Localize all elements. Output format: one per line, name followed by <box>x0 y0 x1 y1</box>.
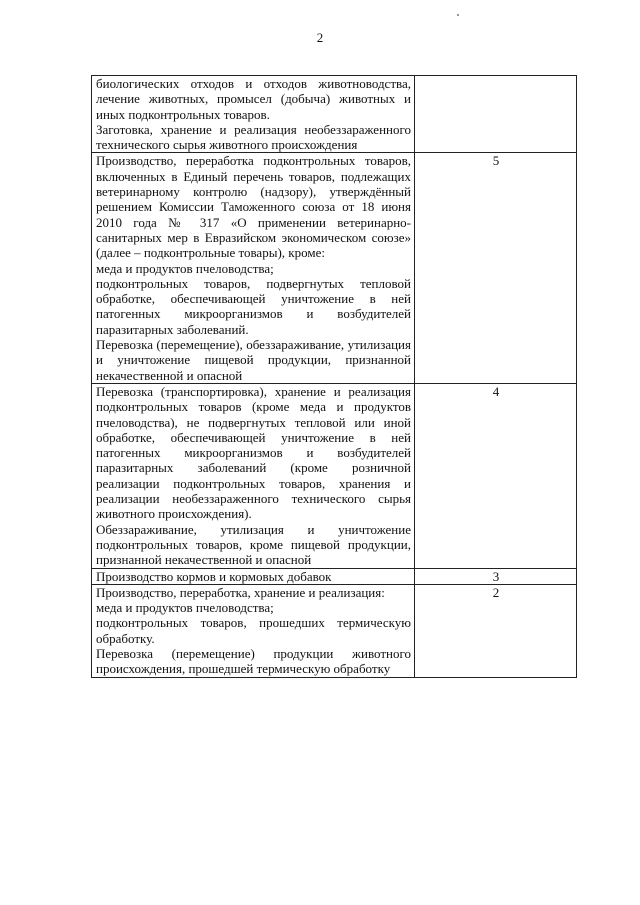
scan-speck <box>457 14 459 16</box>
activity-risk-table <box>91 75 577 678</box>
activity-paragraph: меда и продуктов пчеловодства; <box>96 600 274 616</box>
activity-paragraph: подконтрольных товаров, подвергнутых тепловой обработке, обеспечивающей уничтожение в ней патогенных микроорганизмов и возбудителей паразитарных заболеваний. <box>96 275 411 337</box>
activity-paragraph: Обеззараживание, утилизация и уничтожение подконтрольных товаров, кроме пищевой продукции, признанной некачественной и опасной <box>96 521 411 568</box>
level-cell: 2 <box>415 584 577 677</box>
table-row <box>92 383 577 568</box>
table-row <box>92 153 577 383</box>
activity-cell <box>92 383 415 568</box>
activity-paragraph: меда и продуктов пчеловодства; <box>96 260 274 276</box>
activity-paragraph: Производство, переработка, хранение и реализация: <box>96 584 385 600</box>
activity-paragraph: подконтрольных товаров, прошедших термическую обработку. <box>96 615 411 646</box>
activity-paragraph: Производство кормов и кормовых добавок <box>96 568 332 584</box>
level-cell: 5 <box>415 153 577 383</box>
page-number: 2 <box>316 30 324 45</box>
activity-paragraph: Производство, переработка подконтрольных товаров, включенных в Единый перечень товаров, подлежащих ветеринарному контролю (надзору), утверждённый решением Комиссии Таможенного союза от 18 июня 2010 года № 317 «О применении ветеринарно-санитарных мер в Евразийском экономическом союзе» (далее – подконтрольные товары), кроме: <box>96 153 411 261</box>
table-row <box>92 76 577 153</box>
activity-cell <box>92 584 415 677</box>
table-row <box>92 584 577 677</box>
level-cell: 3 <box>415 568 577 584</box>
activity-paragraph: Заготовка, хранение и реализация необеззараженного технического сырья животного происхождения <box>96 121 411 153</box>
activity-paragraph: Перевозка (транспортировка), хранение и реализация подконтрольных товаров (кроме меда и продуктов пчеловодства), не подвергнутых тепловой или иной обработке, обеспечивающей уничтожение в ней патогенных микроорганизмов и возбудителей паразитарных заболеваний (кроме розничной реализации подконтрольных товаров, хранения и реализации необеззараженного технического сырья животного происхождения). <box>96 383 411 522</box>
activity-cell <box>92 76 415 153</box>
activity-paragraph: Перевозка (перемещение) продукции животного происхождения, прошедшей термическую обработку <box>96 645 411 677</box>
table-row <box>92 568 577 584</box>
activity-paragraph: биологических отходов и отходов животноводства, лечение животных, промысел (добыча) животных и иных подконтрольных товаров. <box>96 76 411 122</box>
level-cell: 4 <box>415 383 577 568</box>
activity-cell <box>92 568 415 584</box>
level-cell <box>415 76 577 153</box>
activity-cell <box>92 153 415 383</box>
activity-paragraph: Перевозка (перемещение), обеззараживание, утилизация и уничтожение пищевой продукции, признанной некачественной и опасной <box>96 337 411 383</box>
